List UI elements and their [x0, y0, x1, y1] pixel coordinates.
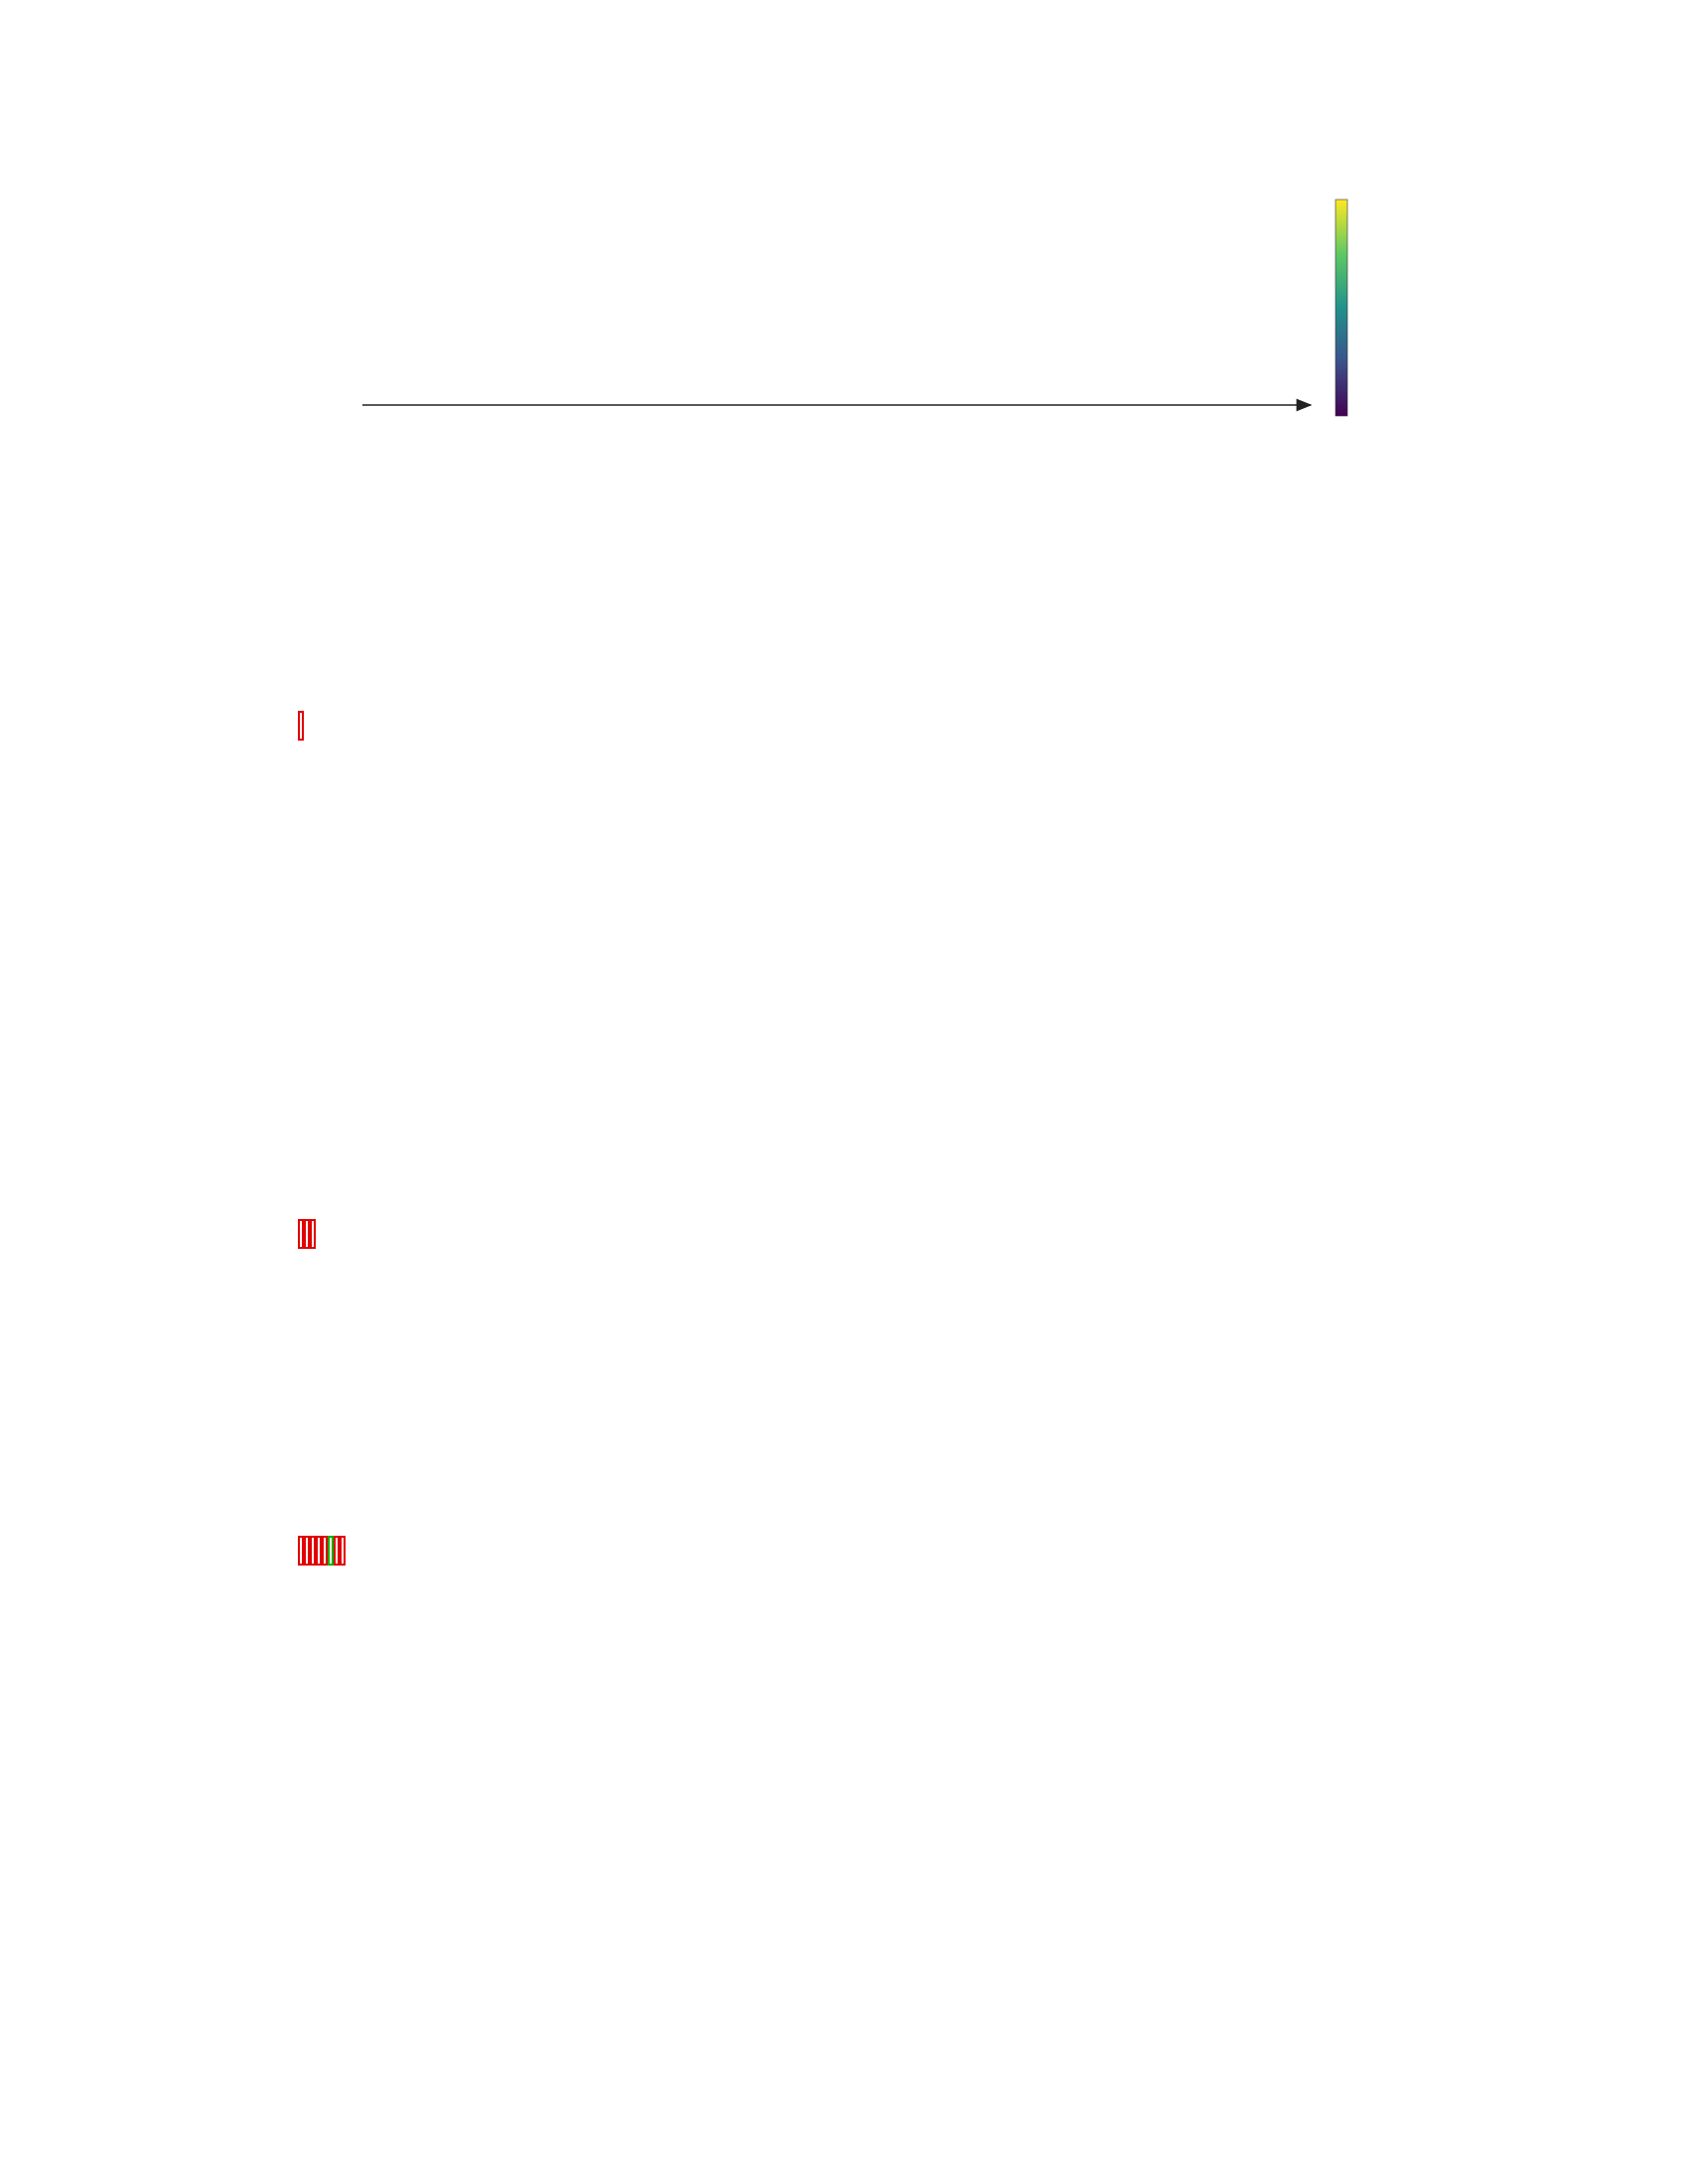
- figure-5-svg: [298, 194, 1390, 695]
- body-paragraph-2: [298, 1536, 1390, 1567]
- panel-a-colorbar: [1336, 200, 1347, 416]
- figure-5: [298, 194, 1390, 695]
- body-paragraph-1: [298, 1219, 1390, 1250]
- figure-caption: [298, 711, 1390, 742]
- ref-link-fig-4[interactable]: [340, 1536, 346, 1566]
- ref-link-fig-4[interactable]: [310, 1219, 316, 1249]
- ref-link-app-c5[interactable]: [298, 711, 304, 741]
